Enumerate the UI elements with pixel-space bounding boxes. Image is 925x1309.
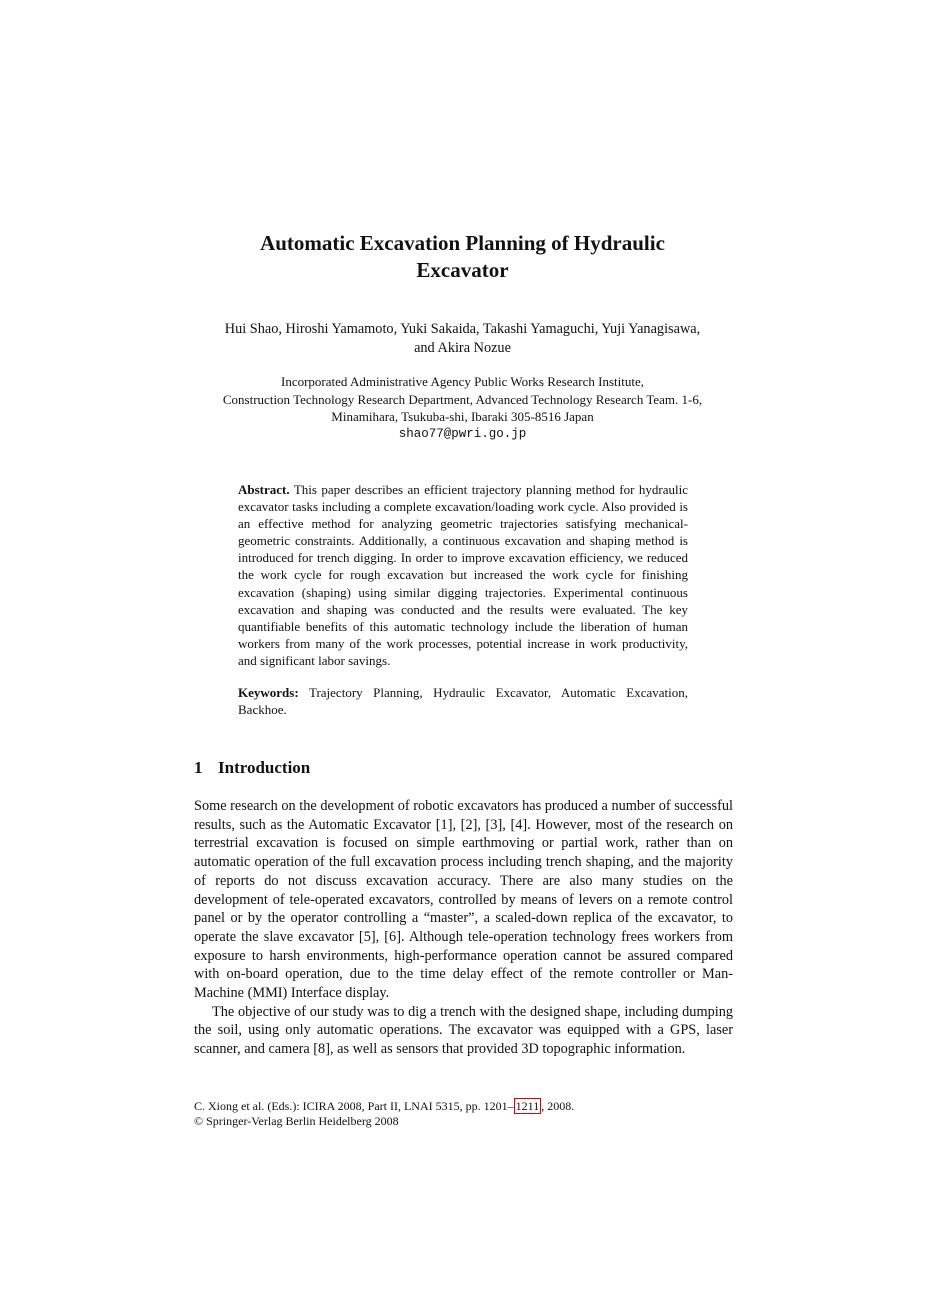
citation-prefix: C. Xiong et al. (Eds.): ICIRA 2008, Part II, LNAI 5315, pp. 1201– (194, 1099, 514, 1113)
affiliation-line-3: Minamihara, Tsukuba-shi, Ibaraki 305-8516 Japan (331, 409, 594, 424)
citation-suffix: , 2008. (541, 1099, 575, 1113)
introduction-body (194, 797, 733, 1059)
authors-line-2: and Akira Nozue (414, 340, 511, 356)
section-title: Introduction (218, 758, 311, 777)
affiliation-line-2: Construction Technology Research Department, Advanced Technology Research Team. 1-6, (222, 391, 703, 407)
page-link[interactable]: 1211 (515, 1099, 540, 1113)
author-list (0, 320, 925, 358)
author-email[interactable]: shao77@pwri.go.jp (398, 426, 527, 441)
abstract-text: This paper describes an efficient trajectory planning method for hydraulic excavator tasks including a complete excavation/loading work cycle. Also provided is an effective method for analyzing geometric trajectories satisfying mechanical-geometric constraints. Additionally, a continuous excavation and shaping method is introduced for trench digging. In order to improve excavation efficiency, we reduced the work cycle for rough excavation but increased the work cycle for finishing excavation (shaping) using similar digging trajectories. Experimental continuous excavation and shaping was conducted and the results were evaluated. The key quantifiable benefits of this automatic technology include the liberation of human workers from many of the work processes, potential increase in work productivity, and significant labor savings. (238, 482, 688, 668)
copyright-line: © Springer-Verlag Berlin Heidelberg 2008 (194, 1114, 399, 1128)
section-heading-introduction (194, 757, 310, 779)
keywords (238, 684, 688, 718)
affiliation-line-1: Incorporated Administrative Agency Public Works Research Institute, (281, 374, 644, 389)
title-line-1: Automatic Excavation Planning of Hydraulic (260, 231, 665, 255)
affiliation (0, 373, 925, 443)
abstract-label: Abstract. (238, 482, 290, 497)
section-number: 1 (194, 758, 203, 777)
intro-paragraph-1: Some research on the development of robotic excavators has produced a number of successful results, such as the Automatic Excavator [1], [2], [3], [4]. However, most of the research on terrestrial excavation is focused on simple earthmoving or partial work, rather than on automatic operation of the full excavation process including trench shaping, and the majority of reports do not discuss excavation accuracy. There are also many studies on the development of tele-operated excavators, controlled by means of levers on a remote control panel or by the operator controlling a “master”, a scaled-down replica of the excavator, to operate the slave excavator [5], [6]. Although tele-operation technology frees workers from exposure to harsh environments, high-performance operation cannot be assured compared with on-board operation, due to the time delay effect of the remote controller or Man-Machine (MMI) Interface display. (194, 798, 733, 1002)
intro-paragraph-2: The objective of our study was to dig a trench with the designed shape, including dumping the soil, using only automatic operations. The excavator was equipped with a GPS, laser scanner, and camera [8], as well as sensors that provided 3D topographic information. (194, 1003, 733, 1058)
keywords-text: Trajectory Planning, Hydraulic Excavator, Automatic Excavation, Backhoe. (238, 685, 689, 718)
paper-title (0, 230, 925, 284)
citation-line (194, 1099, 574, 1114)
keywords-label: Keywords: (238, 685, 299, 700)
abstract (238, 481, 688, 669)
title-line-2: Excavator (416, 258, 509, 282)
authors-line-1: Hui Shao, Hiroshi Yamamoto, Yuki Sakaida, Takashi Yamaguchi, Yuji Yanagisawa, (224, 321, 701, 337)
citation-footer (194, 1099, 574, 1129)
